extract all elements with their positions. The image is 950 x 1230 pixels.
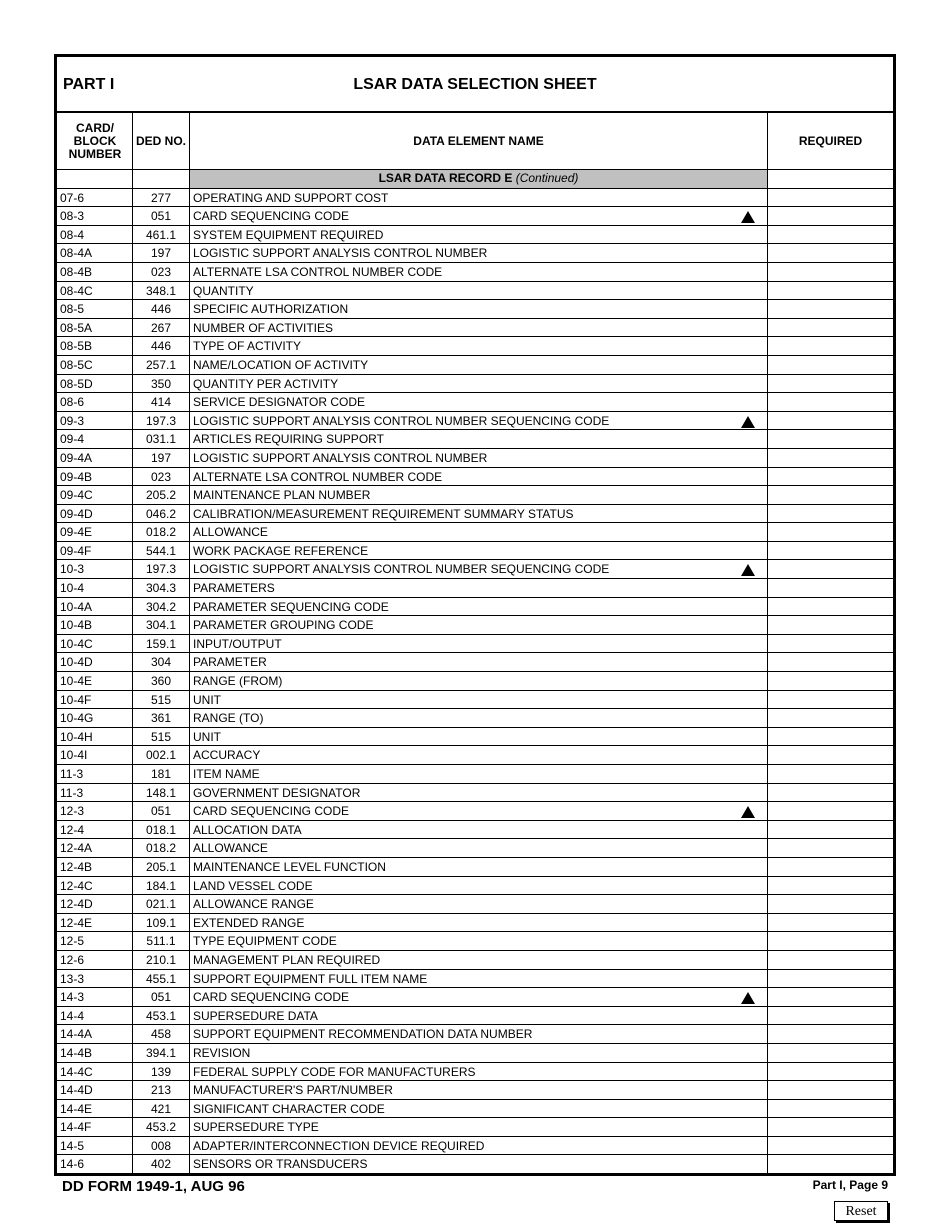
ded-number: 109.1 (145, 915, 177, 930)
data-element-name: ALLOWANCE RANGE (193, 897, 314, 912)
required-cell[interactable] (768, 523, 893, 540)
required-cell[interactable] (768, 430, 893, 447)
table-row (57, 988, 893, 1007)
ded-number: 018.2 (145, 525, 177, 540)
table-row (57, 505, 893, 524)
card-block-number: 14-4F (60, 1120, 92, 1135)
card-block-number: 10-3 (60, 562, 85, 577)
card-block-number: 14-4 (60, 1008, 85, 1023)
card-block-number: 09-4C (60, 488, 93, 503)
required-cell[interactable] (768, 1137, 893, 1154)
required-cell[interactable] (768, 207, 893, 224)
data-element-name: TYPE EQUIPMENT CODE (193, 934, 337, 949)
card-block-number: 10-4D (60, 655, 93, 670)
table-row (57, 430, 893, 449)
table-row (57, 486, 893, 505)
table-row (57, 542, 893, 561)
card-block-number: 08-4A (60, 246, 93, 261)
data-element-name: EXTENDED RANGE (193, 915, 305, 930)
table-row (57, 821, 893, 840)
ded-number: 350 (150, 376, 172, 391)
card-block-number: 10-4G (60, 711, 94, 726)
required-cell[interactable] (768, 393, 893, 410)
card-block-number: 09-3 (60, 413, 85, 428)
ded-number: 304.3 (145, 581, 177, 596)
card-block-number: 10-4F (60, 692, 92, 707)
required-cell[interactable] (768, 1118, 893, 1135)
ded-number: 360 (150, 674, 172, 689)
ded-number: 139 (150, 1064, 172, 1079)
required-cell[interactable] (768, 951, 893, 968)
data-element-name: MANAGEMENT PLAN REQUIRED (193, 952, 381, 967)
ded-number: 414 (150, 395, 172, 410)
card-block-number: 10-4B (60, 618, 93, 633)
ded-number: 402 (150, 1157, 172, 1172)
ded-number: 267 (150, 320, 172, 335)
data-element-name: UNIT (193, 692, 221, 707)
card-block-number: 10-4C (60, 636, 93, 651)
data-element-name: MAINTENANCE PLAN NUMBER (193, 488, 371, 503)
ded-number: 205.1 (145, 859, 177, 874)
data-element-name: ARTICLES REQUIRING SUPPORT (193, 432, 384, 447)
card-block-number: 09-4A (60, 450, 93, 465)
required-cell[interactable] (768, 691, 893, 708)
required-cell[interactable] (768, 319, 893, 336)
ded-number: 018.2 (145, 841, 177, 856)
data-element-name: ITEM NAME (193, 767, 260, 781)
required-cell[interactable] (768, 282, 893, 299)
data-element-name: SPECIFIC AUTHORIZATION (193, 302, 349, 317)
table-row (57, 932, 893, 951)
ded-number: 304 (150, 655, 172, 670)
table-row (57, 1044, 893, 1063)
required-cell[interactable] (768, 226, 893, 243)
card-block-number: 09-4 (60, 432, 85, 447)
table-row (57, 1137, 893, 1156)
card-block-number: 14-4C (60, 1064, 93, 1079)
required-cell[interactable] (768, 560, 893, 577)
card-block-number: 12-4B (60, 859, 93, 874)
table-row (57, 653, 893, 672)
table-row (57, 226, 893, 245)
data-element-name: REVISION (193, 1045, 251, 1060)
required-cell[interactable] (768, 858, 893, 875)
table-row (57, 412, 893, 431)
ded-number: 453.2 (145, 1120, 177, 1135)
data-element-name: PARAMETERS (193, 581, 275, 596)
table-row (57, 1007, 893, 1026)
card-block-number: 09-4F (60, 543, 92, 558)
ded-number: 181 (150, 767, 172, 781)
card-block-number: 10-4A (60, 599, 93, 614)
card-block-number: 14-4E (60, 1101, 93, 1116)
ded-number: 023 (150, 469, 172, 484)
required-cell[interactable] (768, 505, 893, 522)
required-cell[interactable] (768, 932, 893, 949)
card-block-number: 08-3 (60, 209, 85, 224)
required-cell[interactable] (768, 821, 893, 838)
table-row (57, 356, 893, 375)
required-cell[interactable] (768, 189, 893, 206)
data-element-name: SIGNIFICANT CHARACTER CODE (193, 1101, 385, 1116)
required-cell[interactable] (768, 1100, 893, 1117)
card-block-number: 10-4 (60, 581, 85, 596)
required-cell[interactable] (768, 1044, 893, 1061)
table-row (57, 282, 893, 301)
card-block-number: 08-5A (60, 320, 93, 335)
data-element-name: CALIBRATION/MEASUREMENT REQUIREMENT SUMMARY STATUS (193, 506, 574, 521)
selection-sheet-form (54, 54, 896, 1176)
data-element-name: ACCURACY (193, 748, 261, 763)
ded-number: 394.1 (145, 1045, 177, 1060)
table-row (57, 1063, 893, 1082)
table-row (57, 895, 893, 914)
ded-number: 031.1 (145, 432, 177, 447)
ded-number: 051 (150, 209, 172, 224)
card-block-number: 14-5 (60, 1138, 85, 1153)
card-block-number: 12-5 (60, 934, 85, 949)
card-block-number: 08-4C (60, 283, 93, 298)
data-element-name: PARAMETER GROUPING CODE (193, 618, 374, 633)
reset-button[interactable]: Reset (834, 1201, 888, 1221)
record-band (190, 170, 767, 188)
ded-number: 018.1 (145, 822, 177, 837)
table-row (57, 951, 893, 970)
table-row (57, 839, 893, 858)
required-cell[interactable] (768, 988, 893, 1005)
card-block-number: 08-4 (60, 227, 85, 242)
data-element-name: GOVERNMENT DESIGNATOR (193, 785, 361, 800)
table-row (57, 1100, 893, 1119)
ded-number: 304.1 (145, 618, 177, 633)
ded-number: 159.1 (145, 636, 177, 651)
part-label: PART I (63, 76, 115, 93)
title-row (57, 57, 893, 113)
required-cell[interactable] (768, 653, 893, 670)
ded-number: 455.1 (145, 971, 177, 986)
table-row (57, 765, 893, 784)
ded-number-header: DED NO. (135, 134, 186, 148)
data-element-name: SUPPORT EQUIPMENT FULL ITEM NAME (193, 971, 428, 986)
triangle-marker-icon (741, 564, 755, 576)
ded-number: 023 (150, 264, 172, 279)
table-row (57, 560, 893, 579)
required-cell[interactable] (768, 337, 893, 354)
data-element-name: NAME/LOCATION OF ACTIVITY (193, 357, 369, 372)
card-block-number: 12-4C (60, 878, 93, 893)
required-cell[interactable] (768, 970, 893, 987)
ded-number: 008 (150, 1138, 172, 1153)
ded-number: 210.1 (145, 952, 177, 967)
data-element-name: ALTERNATE LSA CONTROL NUMBER CODE (193, 469, 443, 484)
card-block-number: 10-4H (60, 729, 93, 744)
data-element-name: SYSTEM EQUIPMENT REQUIRED (193, 227, 384, 242)
required-cell[interactable] (768, 839, 893, 856)
data-element-name: ALLOCATION DATA (193, 822, 302, 837)
data-element-name: QUANTITY (193, 283, 254, 298)
required-cell[interactable] (768, 375, 893, 392)
table-row (57, 914, 893, 933)
ded-number: 515 (150, 692, 172, 707)
required-cell[interactable] (768, 579, 893, 596)
ded-number: 421 (150, 1101, 172, 1116)
ded-number: 515 (150, 729, 172, 744)
table-row (57, 263, 893, 282)
data-element-name: PARAMETER (193, 655, 267, 670)
card-block-number: 08-5B (60, 339, 93, 354)
required-cell[interactable] (768, 746, 893, 763)
record-band-row (57, 170, 893, 189)
data-element-name: CARD SEQUENCING CODE (193, 209, 350, 224)
card-block-number: 09-4E (60, 525, 93, 540)
data-element-name: TYPE OF ACTIVITY (193, 339, 302, 354)
table-row (57, 691, 893, 710)
table-row (57, 337, 893, 356)
required-cell[interactable] (768, 895, 893, 912)
required-header: REQUIRED (798, 134, 863, 148)
data-element-name: SUPPORT EQUIPMENT RECOMMENDATION DATA NUMBER (193, 1027, 533, 1042)
card-block-number: 13-3 (60, 971, 85, 986)
ded-number: 446 (150, 339, 172, 354)
data-element-name: WORK PACKAGE REFERENCE (193, 543, 369, 558)
data-element-rows (57, 170, 893, 1174)
required-cell[interactable] (768, 784, 893, 801)
record-band-label: LSAR DATA RECORD E (378, 171, 513, 185)
ded-number: 361 (150, 711, 172, 726)
table-row (57, 1081, 893, 1100)
card-block-number: 07-6 (60, 190, 85, 205)
table-row (57, 375, 893, 394)
card-block-number: 08-5C (60, 357, 93, 372)
data-element-name: LOGISTIC SUPPORT ANALYSIS CONTROL NUMBER (193, 246, 488, 261)
data-element-name: UNIT (193, 729, 221, 744)
data-element-name: PARAMETER SEQUENCING CODE (193, 599, 389, 614)
table-row (57, 709, 893, 728)
required-cell[interactable] (768, 356, 893, 373)
card-block-number: 09-4D (60, 506, 93, 521)
required-cell[interactable] (768, 486, 893, 503)
table-row (57, 207, 893, 226)
required-cell[interactable] (768, 616, 893, 633)
card-block-number: 12-6 (60, 952, 85, 967)
table-row (57, 189, 893, 208)
data-element-name: CARD SEQUENCING CODE (193, 804, 350, 819)
required-cell[interactable] (768, 263, 893, 280)
required-cell[interactable] (768, 244, 893, 261)
ded-number: 046.2 (145, 506, 177, 521)
required-cell[interactable] (768, 635, 893, 652)
card-block-number: 11-3 (60, 785, 84, 800)
card-block-number: 08-5 (60, 302, 85, 317)
table-row (57, 802, 893, 821)
required-cell[interactable] (768, 1081, 893, 1098)
card-block-number: 14-6 (60, 1157, 85, 1172)
table-row (57, 579, 893, 598)
table-row (57, 1155, 893, 1174)
ded-number: 021.1 (145, 897, 177, 912)
ded-number: 304.2 (145, 599, 177, 614)
card-block-number: 12-4A (60, 841, 93, 856)
data-element-name: ALLOWANCE (193, 525, 268, 540)
card-block-number: 12-3 (60, 804, 85, 819)
table-row (57, 877, 893, 896)
data-element-name: CARD SEQUENCING CODE (193, 990, 350, 1005)
required-cell[interactable] (768, 914, 893, 931)
card-block-number: 10-4E (60, 674, 93, 689)
card-block-number: 08-4B (60, 264, 93, 279)
required-cell[interactable] (768, 542, 893, 559)
data-element-name: RANGE (FROM) (193, 674, 283, 689)
page-number: Part I, Page 9 (812, 1178, 888, 1192)
data-element-name: QUANTITY PER ACTIVITY (193, 376, 339, 391)
form-number: DD FORM 1949-1, AUG 96 (62, 1178, 245, 1195)
data-element-name: OPERATING AND SUPPORT COST (193, 190, 389, 205)
required-cell[interactable] (768, 1063, 893, 1080)
data-element-name: RANGE (TO) (193, 711, 264, 726)
card-block-number: 08-6 (60, 395, 85, 410)
table-row (57, 393, 893, 412)
card-block-number-header: CARD/ BLOCK NUMBER (68, 121, 122, 161)
required-cell[interactable] (768, 765, 893, 782)
data-element-name: SENSORS OR TRANSDUCERS (193, 1157, 368, 1172)
ded-number: 446 (150, 302, 172, 317)
triangle-marker-icon (741, 992, 755, 1004)
ded-number: 197 (150, 246, 172, 261)
ded-number: 458 (150, 1027, 172, 1042)
data-element-name: NUMBER OF ACTIVITIES (193, 320, 334, 335)
ded-number: 197.3 (145, 562, 177, 577)
required-cell[interactable] (768, 468, 893, 485)
table-row (57, 672, 893, 691)
card-block-number: 12-4E (60, 915, 93, 930)
data-element-name: MANUFACTURER'S PART/NUMBER (193, 1083, 393, 1098)
table-row (57, 1118, 893, 1137)
data-element-name: FEDERAL SUPPLY CODE FOR MANUFACTURERS (193, 1064, 476, 1079)
card-block-number: 10-4I (60, 748, 88, 763)
data-element-name: LOGISTIC SUPPORT ANALYSIS CONTROL NUMBER (193, 450, 488, 465)
ded-number: 348.1 (145, 283, 177, 298)
card-block-number: 14-4B (60, 1045, 93, 1060)
ded-number: 197.3 (145, 413, 177, 428)
data-element-name: ADAPTER/INTERCONNECTION DEVICE REQUIRED (193, 1138, 485, 1153)
table-row (57, 858, 893, 877)
table-row (57, 449, 893, 468)
ded-number: 184.1 (145, 878, 177, 893)
table-row (57, 635, 893, 654)
table-row (57, 319, 893, 338)
data-element-name: ALLOWANCE (193, 841, 268, 856)
ded-number: 205.2 (145, 488, 177, 503)
card-block-number: 09-4B (60, 469, 93, 484)
data-element-name: SUPERSEDURE TYPE (193, 1120, 319, 1135)
table-row (57, 244, 893, 263)
ded-number: 453.1 (145, 1008, 177, 1023)
card-block-number: 14-3 (60, 990, 85, 1005)
data-element-name: LOGISTIC SUPPORT ANALYSIS CONTROL NUMBER SEQUENCING CODE (193, 413, 610, 428)
triangle-marker-icon (741, 416, 755, 428)
ded-number: 257.1 (145, 357, 177, 372)
ded-number: 148.1 (145, 785, 177, 800)
card-block-number: 08-5D (60, 376, 93, 391)
required-cell[interactable] (768, 598, 893, 615)
ded-number: 511.1 (146, 934, 176, 949)
card-block-number: 12-4 (60, 822, 85, 837)
required-cell[interactable] (768, 412, 893, 429)
required-cell[interactable] (768, 1025, 893, 1042)
ded-number: 051 (150, 804, 172, 819)
required-cell[interactable] (768, 877, 893, 894)
ded-number: 002.1 (145, 748, 177, 763)
ded-number: 051 (150, 990, 172, 1005)
record-band-continued: (Continued) (515, 171, 579, 185)
ded-number: 197 (150, 450, 172, 465)
required-cell[interactable] (768, 1155, 893, 1172)
required-cell[interactable] (768, 728, 893, 745)
data-element-name: SERVICE DESIGNATOR CODE (193, 395, 366, 410)
table-row (57, 728, 893, 747)
triangle-marker-icon (741, 806, 755, 818)
data-element-name: LOGISTIC SUPPORT ANALYSIS CONTROL NUMBER SEQUENCING CODE (193, 562, 610, 577)
ded-number: 277 (150, 190, 172, 205)
ded-number: 461.1 (145, 227, 177, 242)
data-element-name: LAND VESSEL CODE (193, 878, 313, 893)
ded-number: 544.1 (145, 543, 177, 558)
table-row (57, 746, 893, 765)
data-element-name-header: DATA ELEMENT NAME (413, 134, 544, 148)
table-row (57, 1025, 893, 1044)
table-row (57, 300, 893, 319)
required-cell[interactable] (768, 449, 893, 466)
required-cell[interactable] (768, 300, 893, 317)
card-block-number: 14-4A (60, 1027, 93, 1042)
card-block-number: 11-3 (60, 767, 84, 781)
triangle-marker-icon (741, 211, 755, 223)
card-block-number: 14-4D (60, 1083, 93, 1098)
table-row (57, 598, 893, 617)
data-element-name: SUPERSEDURE DATA (193, 1008, 318, 1023)
required-cell[interactable] (768, 1007, 893, 1024)
ded-number: 213 (150, 1083, 172, 1098)
table-row (57, 616, 893, 635)
table-row (57, 784, 893, 803)
data-element-name: MAINTENANCE LEVEL FUNCTION (193, 859, 386, 874)
data-element-name: ALTERNATE LSA CONTROL NUMBER CODE (193, 264, 443, 279)
data-element-name: INPUT/OUTPUT (193, 636, 282, 651)
table-row (57, 468, 893, 487)
table-row (57, 523, 893, 542)
required-cell[interactable] (768, 672, 893, 689)
sheet-title: LSAR DATA SELECTION SHEET (353, 76, 597, 93)
required-cell[interactable] (768, 802, 893, 819)
card-block-number: 12-4D (60, 897, 93, 912)
table-row (57, 970, 893, 989)
required-cell[interactable] (768, 709, 893, 726)
